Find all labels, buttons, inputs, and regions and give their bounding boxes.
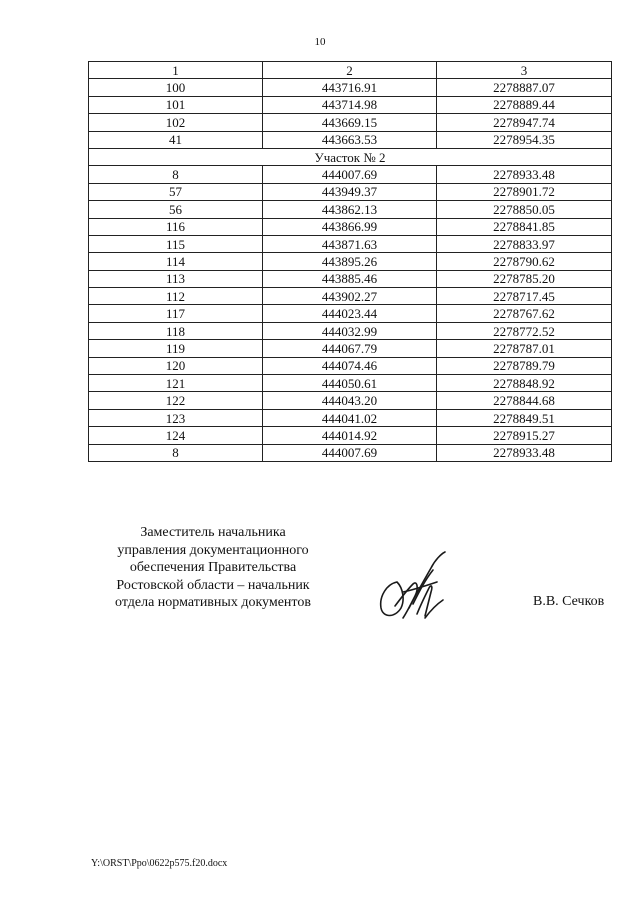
table-row (89, 392, 612, 409)
table-row (89, 305, 612, 322)
table-header-cell: 2 (263, 62, 437, 79)
point-number-cell: 100 (89, 79, 263, 96)
file-path: Y:\ORST\Ppo\0622p575.f20.docx (91, 858, 228, 869)
x-coordinate-cell: 444074.46 (263, 357, 437, 374)
point-number-cell: 122 (89, 392, 263, 409)
table-row (89, 131, 612, 148)
x-coordinate-cell: 443862.13 (263, 201, 437, 218)
table-row (89, 114, 612, 131)
x-coordinate-cell: 444014.92 (263, 427, 437, 444)
point-number-cell: 115 (89, 235, 263, 252)
point-number-cell: 102 (89, 114, 263, 131)
table-row (89, 427, 612, 444)
x-coordinate-cell: 444050.61 (263, 375, 437, 392)
section-heading-row (89, 148, 612, 165)
x-coordinate-cell: 444041.02 (263, 409, 437, 426)
y-coordinate-cell: 2278933.48 (437, 166, 612, 183)
y-coordinate-cell: 2278833.97 (437, 235, 612, 252)
coordinates-table-body (89, 62, 612, 462)
table-row (89, 218, 612, 235)
table-row (89, 340, 612, 357)
coordinates-table (88, 61, 612, 462)
table-row (89, 357, 612, 374)
signatory-position (113, 524, 313, 612)
y-coordinate-cell: 2278850.05 (437, 201, 612, 218)
y-coordinate-cell: 2278848.92 (437, 375, 612, 392)
y-coordinate-cell: 2278767.62 (437, 305, 612, 322)
x-coordinate-cell: 443716.91 (263, 79, 437, 96)
point-number-cell: 113 (89, 270, 263, 287)
y-coordinate-cell: 2278844.68 (437, 392, 612, 409)
table-row (89, 96, 612, 113)
point-number-cell: 118 (89, 322, 263, 339)
y-coordinate-cell: 2278849.51 (437, 409, 612, 426)
section-heading: Участок № 2 (89, 148, 612, 165)
point-number-cell: 121 (89, 375, 263, 392)
table-row (89, 409, 612, 426)
point-number-cell: 8 (89, 444, 263, 461)
x-coordinate-cell: 444067.79 (263, 340, 437, 357)
y-coordinate-cell: 2278790.62 (437, 253, 612, 270)
y-coordinate-cell: 2278915.27 (437, 427, 612, 444)
signatory-position-line: Заместитель начальника (140, 525, 286, 540)
x-coordinate-cell: 443902.27 (263, 288, 437, 305)
point-number-cell: 116 (89, 218, 263, 235)
page-number: 10 (314, 36, 326, 48)
table-row (89, 322, 612, 339)
signer-name: В.В. Сечков (533, 594, 605, 609)
y-coordinate-cell: 2278841.85 (437, 218, 612, 235)
table-row (89, 270, 612, 287)
y-coordinate-cell: 2278717.45 (437, 288, 612, 305)
point-number-cell: 124 (89, 427, 263, 444)
y-coordinate-cell: 2278785.20 (437, 270, 612, 287)
table-row (89, 201, 612, 218)
point-number-cell: 119 (89, 340, 263, 357)
signatory-position-line: отдела нормативных документов (115, 595, 311, 610)
table-row (89, 79, 612, 96)
signatory-position-line: управления документационного (117, 542, 309, 558)
y-coordinate-cell: 2278787.01 (437, 340, 612, 357)
table-row (89, 166, 612, 183)
x-coordinate-cell: 444007.69 (263, 166, 437, 183)
signatory-position-line: Ростовской области – начальник (116, 577, 310, 593)
table-row (89, 288, 612, 305)
table-header-cell: 1 (89, 62, 263, 79)
point-number-cell: 56 (89, 201, 263, 218)
point-number-cell: 101 (89, 96, 263, 113)
point-number-cell: 112 (89, 288, 263, 305)
y-coordinate-cell: 2278901.72 (437, 183, 612, 200)
table-row (89, 253, 612, 270)
x-coordinate-cell: 443895.26 (263, 253, 437, 270)
x-coordinate-cell: 443871.63 (263, 235, 437, 252)
table-header-row (89, 62, 612, 79)
x-coordinate-cell: 443663.53 (263, 131, 437, 148)
table-header-cell: 3 (437, 62, 612, 79)
table-row (89, 183, 612, 200)
table-row (89, 375, 612, 392)
x-coordinate-cell: 443866.99 (263, 218, 437, 235)
signatory-position-line: обеспечения Правительства (129, 560, 297, 575)
x-coordinate-cell: 444007.69 (263, 444, 437, 461)
point-number-cell: 57 (89, 183, 263, 200)
y-coordinate-cell: 2278772.52 (437, 322, 612, 339)
y-coordinate-cell: 2278954.35 (437, 131, 612, 148)
table-row (89, 444, 612, 461)
point-number-cell: 117 (89, 305, 263, 322)
x-coordinate-cell: 443669.15 (263, 114, 437, 131)
point-number-cell: 114 (89, 253, 263, 270)
x-coordinate-cell: 444032.99 (263, 322, 437, 339)
y-coordinate-cell: 2278887.07 (437, 79, 612, 96)
y-coordinate-cell: 2278789.79 (437, 357, 612, 374)
x-coordinate-cell: 444043.20 (263, 392, 437, 409)
x-coordinate-cell: 443949.37 (263, 183, 437, 200)
x-coordinate-cell: 443714.98 (263, 96, 437, 113)
table-row (89, 235, 612, 252)
y-coordinate-cell: 2278933.48 (437, 444, 612, 461)
y-coordinate-cell: 2278947.74 (437, 114, 612, 131)
handwritten-signature-icon (373, 548, 451, 626)
point-number-cell: 41 (89, 131, 263, 148)
point-number-cell: 123 (89, 409, 263, 426)
y-coordinate-cell: 2278889.44 (437, 96, 612, 113)
x-coordinate-cell: 443885.46 (263, 270, 437, 287)
point-number-cell: 120 (89, 357, 263, 374)
point-number-cell: 8 (89, 166, 263, 183)
x-coordinate-cell: 444023.44 (263, 305, 437, 322)
